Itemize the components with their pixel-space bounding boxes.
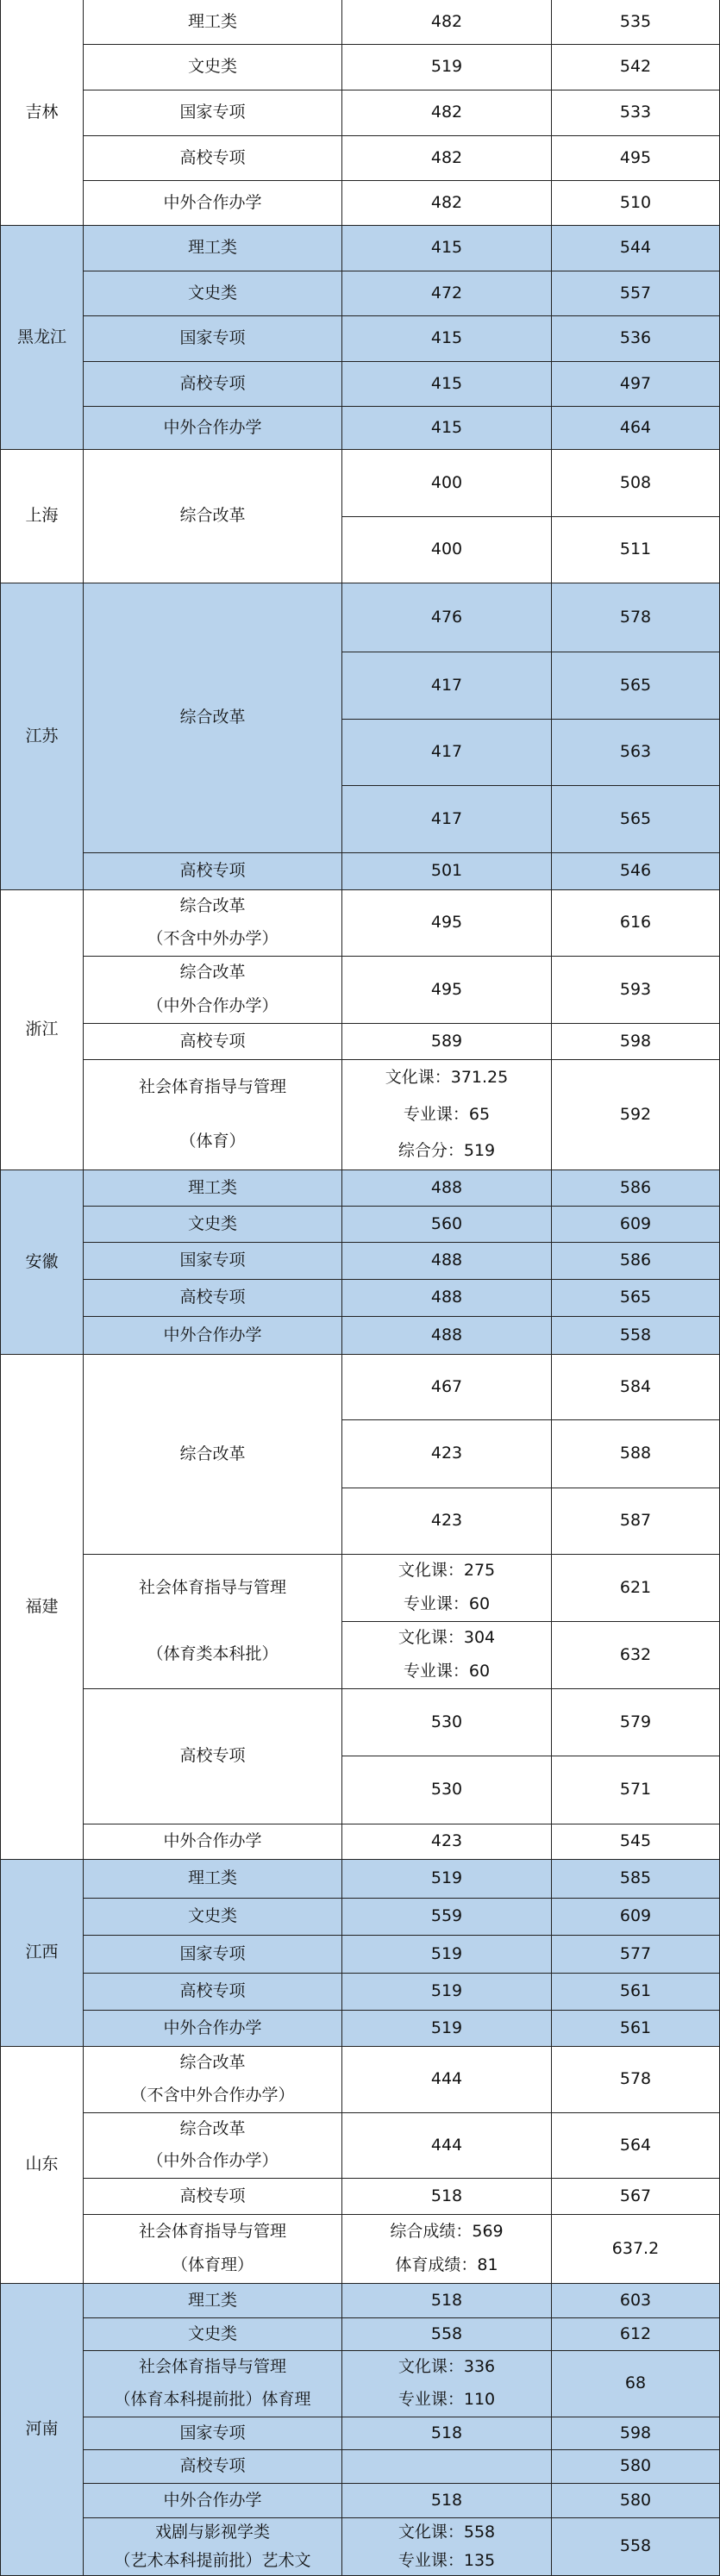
min-score-cell <box>342 2351 552 2417</box>
admission-type-cell: 国家专项 <box>84 90 342 136</box>
min-score-cell: 417 <box>342 652 552 720</box>
admission-type-cell <box>84 1555 342 1689</box>
max-score-cell: 557 <box>552 271 720 316</box>
admission-type-cell <box>84 2113 342 2179</box>
min-score-cell: 423 <box>342 1488 552 1555</box>
min-score-cell: 518 <box>342 2284 552 2318</box>
province-cell: 河南 <box>0 2284 84 2576</box>
max-score-cell: 578 <box>552 583 720 652</box>
min-score-cell <box>342 1622 552 1689</box>
province-cell: 山东 <box>0 2047 84 2284</box>
max-score-cell: 588 <box>552 1420 720 1488</box>
max-score-cell: 542 <box>552 45 720 90</box>
min-score-cell: 400 <box>342 450 552 517</box>
min-score-cell <box>342 2518 552 2576</box>
admission-type-cell: 综合改革 <box>84 1355 342 1555</box>
max-score-cell: 580 <box>552 2450 720 2484</box>
max-score-cell: 637.2 <box>552 2215 720 2284</box>
max-score-cell: 632 <box>552 1622 720 1689</box>
cell-text-line: 专业课：135 <box>398 2550 496 2570</box>
province-cell: 上海 <box>0 450 84 583</box>
cell-text-line: 文化课：371.25 <box>385 1068 509 1088</box>
max-score-cell: 593 <box>552 957 720 1024</box>
cell-text-line: 专业课：60 <box>403 1594 491 1613</box>
min-score-cell: 415 <box>342 316 552 362</box>
max-score-cell: 510 <box>552 181 720 226</box>
max-score-cell: 565 <box>552 1280 720 1317</box>
admission-type-cell <box>84 1060 342 1170</box>
max-score-cell: 592 <box>552 1060 720 1170</box>
max-score-cell: 586 <box>552 1243 720 1280</box>
min-score-cell: 501 <box>342 853 552 890</box>
cell-text-line: （艺术本科提前批）艺术文 <box>114 2550 311 2570</box>
cell-text-line: 社会体育指导与管理 <box>138 2221 286 2241</box>
min-score-cell: 444 <box>342 2047 552 2113</box>
min-score-cell <box>342 1060 552 1170</box>
max-score-cell: 603 <box>552 2284 720 2318</box>
cell-text-line: 社会体育指导与管理 <box>138 1076 286 1096</box>
admission-type-cell: 中外合作办学 <box>84 2484 342 2518</box>
max-score-cell: 497 <box>552 362 720 407</box>
cell-text-line: 专业课：110 <box>398 2390 496 2410</box>
max-score-cell: 621 <box>552 1555 720 1622</box>
cell-text-line: 文化课：304 <box>398 1628 496 1648</box>
admission-type-cell: 国家专项 <box>84 1936 342 1974</box>
min-score-cell: 423 <box>342 1420 552 1488</box>
min-score-cell: 589 <box>342 1024 552 1060</box>
min-score-cell: 488 <box>342 1317 552 1355</box>
max-score-cell: 580 <box>552 2484 720 2518</box>
cell-text-line: 综合改革 <box>179 963 246 982</box>
max-score-cell: 565 <box>552 652 720 720</box>
admission-type-cell: 文史类 <box>84 271 342 316</box>
min-score-cell: 518 <box>342 2417 552 2450</box>
min-score-cell: 417 <box>342 786 552 853</box>
admission-type-cell: 高校专项 <box>84 136 342 181</box>
min-score-cell: 488 <box>342 1243 552 1280</box>
province-cell: 黑龙江 <box>0 226 84 450</box>
max-score-cell: 578 <box>552 2047 720 2113</box>
cell-text-line: 文化课：558 <box>398 2522 496 2542</box>
min-score-cell: 560 <box>342 1207 552 1243</box>
admission-type-cell: 高校专项 <box>84 853 342 890</box>
max-score-cell: 567 <box>552 2179 720 2215</box>
admission-type-cell: 高校专项 <box>84 1689 342 1824</box>
admission-type-cell: 国家专项 <box>84 1243 342 1280</box>
min-score-cell <box>342 1555 552 1622</box>
cell-text-line: 社会体育指导与管理 <box>138 1577 286 1597</box>
admission-type-cell <box>84 2351 342 2417</box>
province-cell: 浙江 <box>0 890 84 1170</box>
min-score-cell: 415 <box>342 407 552 450</box>
admission-type-cell: 中外合作办学 <box>84 1317 342 1355</box>
min-score-cell: 476 <box>342 583 552 652</box>
cell-text-line: （体育理） <box>171 2255 254 2275</box>
admission-type-cell: 理工类 <box>84 2284 342 2318</box>
max-score-cell: 565 <box>552 786 720 853</box>
min-score-cell: 530 <box>342 1756 552 1824</box>
max-score-cell: 464 <box>552 407 720 450</box>
min-score-cell: 518 <box>342 2179 552 2215</box>
min-score-cell: 415 <box>342 362 552 407</box>
min-score-cell: 488 <box>342 1280 552 1317</box>
cell-text-line: 综合成绩：569 <box>390 2221 504 2241</box>
min-score-cell: 558 <box>342 2318 552 2351</box>
admission-type-cell: 国家专项 <box>84 2417 342 2450</box>
min-score-cell: 482 <box>342 136 552 181</box>
admission-type-cell: 高校专项 <box>84 2179 342 2215</box>
cell-text-line: 综合改革 <box>179 2118 246 2138</box>
admission-type-cell: 文史类 <box>84 1899 342 1936</box>
admission-type-cell: 文史类 <box>84 2318 342 2351</box>
admission-type-cell <box>84 2215 342 2284</box>
cell-text-line: （不含中外合作办学） <box>130 2086 295 2105</box>
cell-text-line: 综合改革 <box>179 896 246 916</box>
admission-type-cell: 高校专项 <box>84 1974 342 2011</box>
max-score-cell: 587 <box>552 1488 720 1555</box>
max-score-cell: 536 <box>552 316 720 362</box>
admission-type-cell: 理工类 <box>84 226 342 271</box>
admission-type-cell <box>84 890 342 957</box>
min-score-cell <box>342 2215 552 2284</box>
province-cell: 安徽 <box>0 1170 84 1355</box>
cell-text-line: 戏剧与影视学类 <box>154 2522 270 2542</box>
max-score-cell: 616 <box>552 890 720 957</box>
cell-text-line: （体育） <box>179 1132 246 1151</box>
cell-text-line: 社会体育指导与管理 <box>138 2357 286 2377</box>
min-score-cell: 495 <box>342 890 552 957</box>
max-score-cell: 612 <box>552 2318 720 2351</box>
admission-type-cell: 综合改革 <box>84 583 342 853</box>
max-score-cell: 535 <box>552 0 720 45</box>
max-score-cell: 511 <box>552 517 720 583</box>
max-score-cell: 561 <box>552 1974 720 2011</box>
admission-type-cell: 中外合作办学 <box>84 1824 342 1860</box>
admission-type-cell: 理工类 <box>84 1170 342 1207</box>
cell-text-line: （中外合作办学） <box>147 995 279 1015</box>
min-score-cell: 423 <box>342 1824 552 1860</box>
max-score-cell: 545 <box>552 1824 720 1860</box>
max-score-cell: 579 <box>552 1689 720 1756</box>
admission-type-cell: 高校专项 <box>84 2450 342 2484</box>
min-score-cell: 482 <box>342 90 552 136</box>
min-score-cell: 519 <box>342 2011 552 2047</box>
cell-text-line: 专业课：60 <box>403 1661 491 1681</box>
min-score-cell: 415 <box>342 226 552 271</box>
min-score-cell: 417 <box>342 720 552 786</box>
max-score-cell: 546 <box>552 853 720 890</box>
min-score-cell: 559 <box>342 1899 552 1936</box>
admission-type-cell: 中外合作办学 <box>84 407 342 450</box>
max-score-cell: 561 <box>552 2011 720 2047</box>
min-score-cell: 400 <box>342 517 552 583</box>
min-score-cell: 495 <box>342 957 552 1024</box>
admission-type-cell: 高校专项 <box>84 1024 342 1060</box>
max-score-cell: 586 <box>552 1170 720 1207</box>
max-score-cell: 564 <box>552 2113 720 2179</box>
max-score-cell: 577 <box>552 1936 720 1974</box>
max-score-cell: 68 <box>552 2351 720 2417</box>
max-score-cell: 495 <box>552 136 720 181</box>
admission-type-cell: 文史类 <box>84 45 342 90</box>
cell-text-line: （中外合作办学） <box>147 2151 279 2171</box>
cell-text-line: 体育成绩：81 <box>395 2255 498 2275</box>
max-score-cell: 563 <box>552 720 720 786</box>
admission-type-cell <box>84 2047 342 2113</box>
admission-type-cell: 综合改革 <box>84 450 342 583</box>
min-score-cell: 519 <box>342 1936 552 1974</box>
min-score-cell: 519 <box>342 1860 552 1899</box>
max-score-cell: 544 <box>552 226 720 271</box>
max-score-cell: 558 <box>552 1317 720 1355</box>
max-score-cell: 533 <box>552 90 720 136</box>
admission-type-cell: 高校专项 <box>84 362 342 407</box>
max-score-cell: 609 <box>552 1899 720 1936</box>
min-score-cell: 482 <box>342 181 552 226</box>
admission-type-cell: 中外合作办学 <box>84 2011 342 2047</box>
cell-text-line: 综合分：519 <box>398 1140 496 1160</box>
min-score-cell: 467 <box>342 1355 552 1420</box>
max-score-cell: 571 <box>552 1756 720 1824</box>
min-score-cell: 488 <box>342 1170 552 1207</box>
cell-text-line: （体育类本科批） <box>147 1644 279 1664</box>
max-score-cell: 558 <box>552 2518 720 2576</box>
min-score-cell: 530 <box>342 1689 552 1756</box>
max-score-cell: 609 <box>552 1207 720 1243</box>
min-score-cell: 444 <box>342 2113 552 2179</box>
min-score-cell: 518 <box>342 2484 552 2518</box>
max-score-cell: 598 <box>552 2417 720 2450</box>
min-score-cell <box>342 2450 552 2484</box>
admission-type-cell: 国家专项 <box>84 316 342 362</box>
admission-type-cell <box>84 2518 342 2576</box>
min-score-cell: 482 <box>342 0 552 45</box>
admission-type-cell: 高校专项 <box>84 1280 342 1317</box>
admission-type-cell: 文史类 <box>84 1207 342 1243</box>
cell-text-line: （体育本科提前批）体育理 <box>114 2390 311 2410</box>
province-cell: 福建 <box>0 1355 84 1860</box>
min-score-cell: 472 <box>342 271 552 316</box>
cell-text-line: 文化课：275 <box>398 1561 496 1581</box>
admission-type-cell <box>84 957 342 1024</box>
admission-type-cell: 中外合作办学 <box>84 181 342 226</box>
max-score-cell: 598 <box>552 1024 720 1060</box>
admission-type-cell: 理工类 <box>84 0 342 45</box>
min-score-cell: 519 <box>342 45 552 90</box>
province-cell: 江苏 <box>0 583 84 890</box>
cell-text-line: 综合改革 <box>179 2053 246 2073</box>
max-score-cell: 584 <box>552 1355 720 1420</box>
cell-text-line: （不含中外办学） <box>147 929 279 949</box>
province-cell: 吉林 <box>0 0 84 226</box>
max-score-cell: 508 <box>552 450 720 517</box>
max-score-cell: 585 <box>552 1860 720 1899</box>
min-score-cell: 519 <box>342 1974 552 2011</box>
cell-text-line: 专业课：65 <box>403 1104 491 1124</box>
province-cell: 江西 <box>0 1860 84 2047</box>
admission-type-cell: 理工类 <box>84 1860 342 1899</box>
cell-text-line: 文化课：336 <box>398 2357 496 2377</box>
